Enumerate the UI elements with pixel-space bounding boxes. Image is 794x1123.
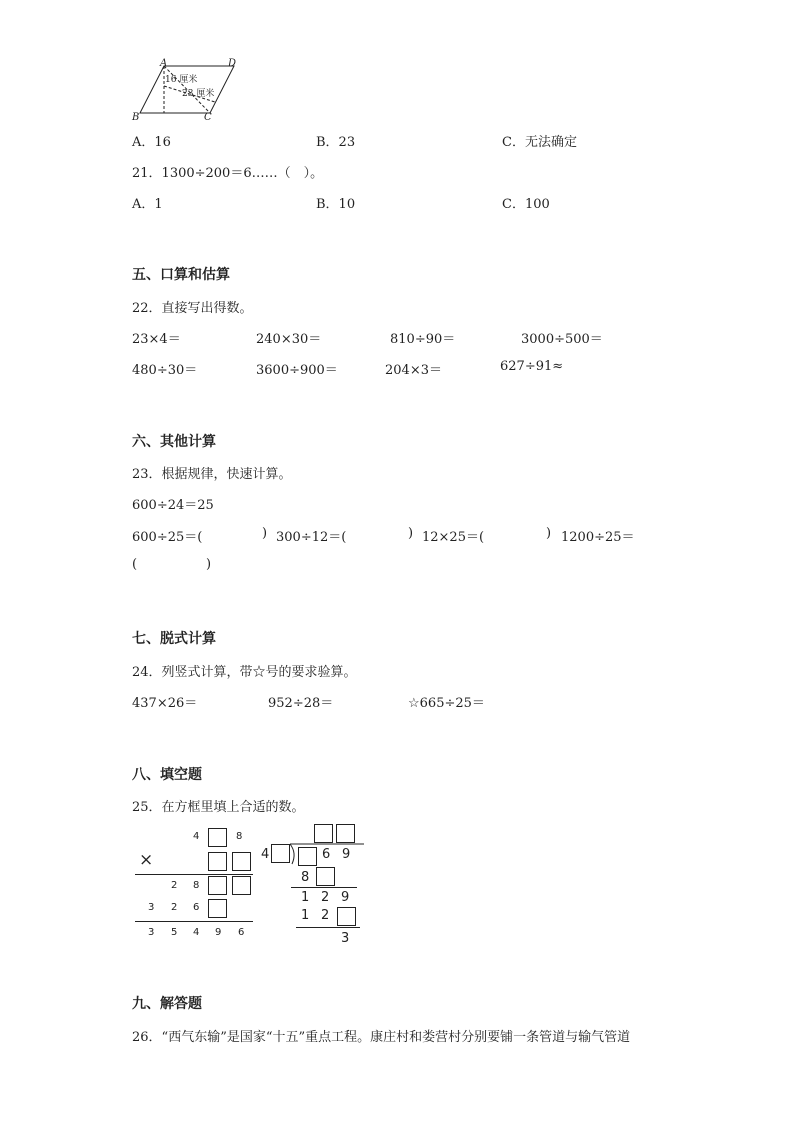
q25-question: 25．在方框里填上合适的数。 (132, 800, 305, 815)
result-digit: 9 (215, 927, 222, 938)
side-label: 23 厘米 (182, 89, 215, 99)
step-digit: 1 (301, 908, 310, 923)
digit-box[interactable] (208, 876, 227, 895)
result-digit: 5 (171, 927, 178, 938)
q23-item: 1200÷25＝ (561, 530, 635, 545)
q23-blank-close[interactable]: ) (546, 526, 552, 541)
q22-question: 22．直接写出得数。 (132, 301, 253, 316)
result-digit: 3 (148, 927, 155, 938)
division-line (296, 927, 360, 928)
section-9-title: 九、解答题 (132, 996, 202, 1012)
digit-box[interactable] (232, 852, 251, 871)
q23-given: 600÷24＝25 (132, 498, 214, 513)
q22-item: 480÷30＝ (132, 363, 198, 378)
q22-item: 204×3＝ (385, 363, 442, 378)
digit: 3 (148, 902, 155, 913)
q21-option-c[interactable]: C．100 (502, 197, 550, 212)
q24-question: 24．列竖式计算，带☆号的要求验算。 (132, 665, 357, 680)
q23-question: 23．根据规律，快速计算。 (132, 467, 292, 482)
step-digit: 1 (301, 890, 310, 905)
q23-item: 300÷12＝( (276, 530, 347, 545)
dividend-box[interactable] (298, 847, 317, 866)
q22-item: 627÷91≈ (500, 359, 564, 374)
divider-line (135, 874, 253, 875)
q23-item: 12×25＝( (422, 530, 485, 545)
q26-question: 26．“西气东输”是国家“十五”重点工程。康庄村和娄营村分别要铺一条管道与输气管道 (132, 1030, 631, 1045)
q20-option-a[interactable]: A．16 (132, 135, 171, 150)
digit-box[interactable] (232, 876, 251, 895)
q23-blank-close[interactable]: ) (262, 526, 268, 541)
digit: 8 (193, 880, 200, 891)
step-box[interactable] (316, 867, 335, 886)
times-sign: × (139, 850, 154, 870)
divisor-box[interactable] (271, 844, 290, 863)
q20-option-c[interactable]: C．无法确定 (502, 135, 577, 150)
remainder-digit: 3 (341, 931, 350, 946)
digit-box[interactable] (208, 828, 227, 847)
step-box[interactable] (337, 907, 356, 926)
step-digit: 2 (321, 890, 330, 905)
q23-item: 600÷25＝( (132, 530, 203, 545)
q21-question: 21．1300÷200＝6……（ ）。 (132, 166, 324, 181)
step-digit: 2 (321, 908, 330, 923)
vertex-c: C (204, 112, 212, 123)
digit-box[interactable] (208, 852, 227, 871)
divisor-digit: 4 (261, 847, 270, 862)
digit: 8 (236, 831, 243, 842)
digit-box[interactable] (208, 899, 227, 918)
q23-blank-close[interactable]: ) (206, 557, 212, 572)
q24-item: 437×26＝ (132, 696, 198, 711)
q23-blank-open[interactable]: ( (132, 557, 138, 572)
q21-option-b[interactable]: B．10 (316, 197, 356, 212)
result-digit: 6 (238, 927, 245, 938)
quotient-box[interactable] (314, 824, 333, 843)
q22-item: 240×30＝ (256, 332, 322, 347)
step-digit: 8 (301, 870, 310, 885)
section-7-title: 七、脱式计算 (132, 631, 216, 647)
vertex-d: D (228, 58, 237, 69)
q22-item: 3600÷900＝ (256, 363, 338, 378)
height-label: 16 厘米 (165, 75, 198, 85)
q20-option-b[interactable]: B．23 (316, 135, 356, 150)
section-5-title: 五、口算和估算 (132, 267, 230, 283)
q22-item: 23×4＝ (132, 332, 181, 347)
digit: 6 (193, 902, 200, 913)
digit: 2 (171, 902, 178, 913)
q24-item: ☆665÷25＝ (408, 696, 485, 711)
q22-item: 810÷90＝ (390, 332, 456, 347)
q23-blank-close[interactable]: ) (408, 526, 414, 541)
q22-item: 3000÷500＝ (521, 332, 603, 347)
vertex-b: B (132, 112, 140, 123)
division-line (291, 887, 357, 888)
step-digit: 9 (341, 890, 350, 905)
q21-option-a[interactable]: A．1 (132, 197, 163, 212)
result-digit: 4 (193, 927, 200, 938)
dividend-digit: 6 (322, 847, 331, 862)
section-8-title: 八、填空题 (132, 767, 202, 783)
divider-line (135, 921, 253, 922)
digit: 2 (171, 880, 178, 891)
vertex-a: A (160, 58, 168, 69)
q24-item: 952÷28＝ (268, 696, 334, 711)
dividend-digit: 9 (342, 847, 351, 862)
quotient-box[interactable] (336, 824, 355, 843)
digit: 4 (193, 831, 200, 842)
section-6-title: 六、其他计算 (132, 434, 216, 450)
